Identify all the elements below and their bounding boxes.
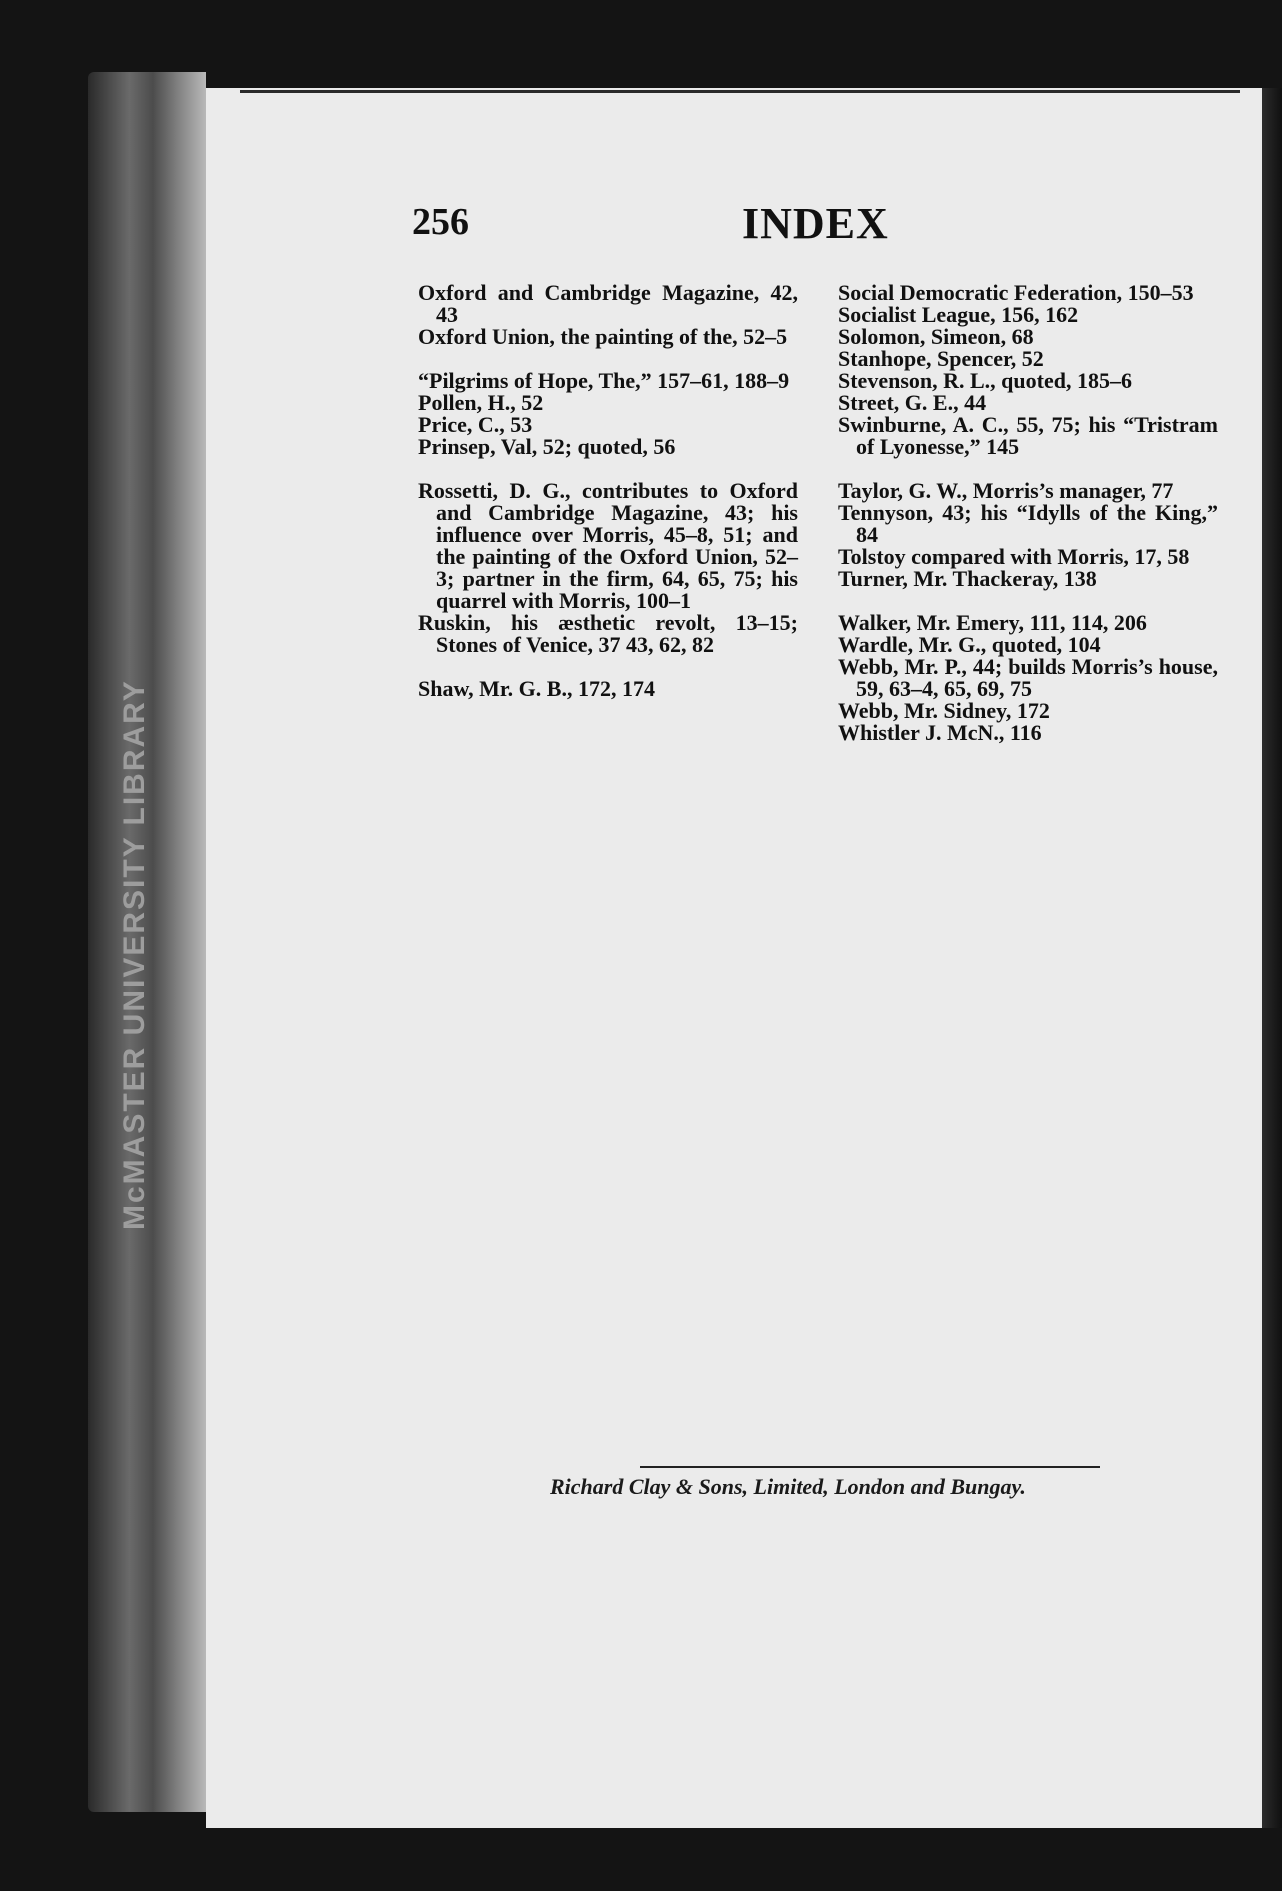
index-entry: Stevenson, R. L., quoted, 185–6 [838, 368, 1132, 393]
index-entry: Stanhope, Spencer, 52 [838, 346, 1044, 371]
footer-rule [640, 1466, 1100, 1468]
index-entry: Tennyson, 43; his “Idylls of the King,” 84 [838, 500, 1218, 547]
index-entry: Whistler J. McN., 116 [838, 720, 1042, 745]
index-entry: Social Democratic Federation, 150–53 [838, 280, 1194, 305]
page-number: 256 [412, 201, 469, 243]
index-entry: Shaw, Mr. G. B., 172, 174 [418, 676, 655, 701]
index-entry: Prinsep, Val, 52; quoted, 56 [418, 434, 676, 459]
page-edge-shadow [1262, 88, 1282, 1828]
entry-gap [838, 458, 1218, 480]
index-entry: Solomon, Simeon, 68 [838, 324, 1034, 349]
entry-gap [418, 348, 798, 370]
index-entry: Oxford and Cambridge Magazine, 42, 43 [418, 280, 798, 327]
top-edge-line [240, 90, 1240, 93]
index-entry: Pollen, H., 52 [418, 390, 544, 415]
index-entry: Oxford Union, the painting of the, 52–5 [418, 324, 788, 349]
printer-imprint: Richard Clay & Sons, Limited, London and Bungay. [550, 1474, 1026, 1499]
index-entry: Webb, Mr. Sidney, 172 [838, 698, 1050, 723]
running-head: INDEX [742, 199, 889, 248]
index-entry: Socialist League, 156, 162 [838, 302, 1079, 327]
index-entry: Taylor, G. W., Morris’s manager, 77 [838, 478, 1174, 503]
index-entry: Price, C., 53 [418, 412, 533, 437]
index-column-left [418, 282, 798, 700]
entry-gap [418, 656, 798, 678]
index-entry: Tolstoy compared with Morris, 17, 58 [838, 544, 1190, 569]
index-entry: Ruskin, his æsthetic revolt, 13–15; Stones of Venice, 37 43, 62, 82 [418, 610, 798, 657]
page-header [412, 200, 892, 260]
entry-gap [838, 590, 1218, 612]
index-entry: Webb, Mr. P., 44; builds Morris’s house, 59, 63–4, 65, 69, 75 [838, 654, 1218, 701]
entry-gap [418, 458, 798, 480]
index-column-right [838, 282, 1218, 744]
index-entry: Swinburne, A. C., 55, 75; his “Tristram of Lyonesse,” 145 [838, 412, 1218, 459]
index-entry: Street, G. E., 44 [838, 390, 987, 415]
spine-label: McMASTER UNIVERSITY LIBRARY [118, 679, 151, 1230]
index-entry: “Pilgrims of Hope, The,” 157–61, 188–9 [418, 368, 790, 393]
index-entry: Rossetti, D. G., contributes to Oxford and Cambridge Magazine, 43; his influence over Morris, 45–8, 51; and the painting of the Oxford Union, 52–3; partner in the firm, 64, 65, 75; his quarrel with Morris, 100–1 [418, 478, 798, 613]
index-entry: Wardle, Mr. G., quoted, 104 [838, 632, 1101, 657]
index-entry: Walker, Mr. Emery, 111, 114, 206 [838, 610, 1147, 635]
index-entry: Turner, Mr. Thackeray, 138 [838, 566, 1097, 591]
